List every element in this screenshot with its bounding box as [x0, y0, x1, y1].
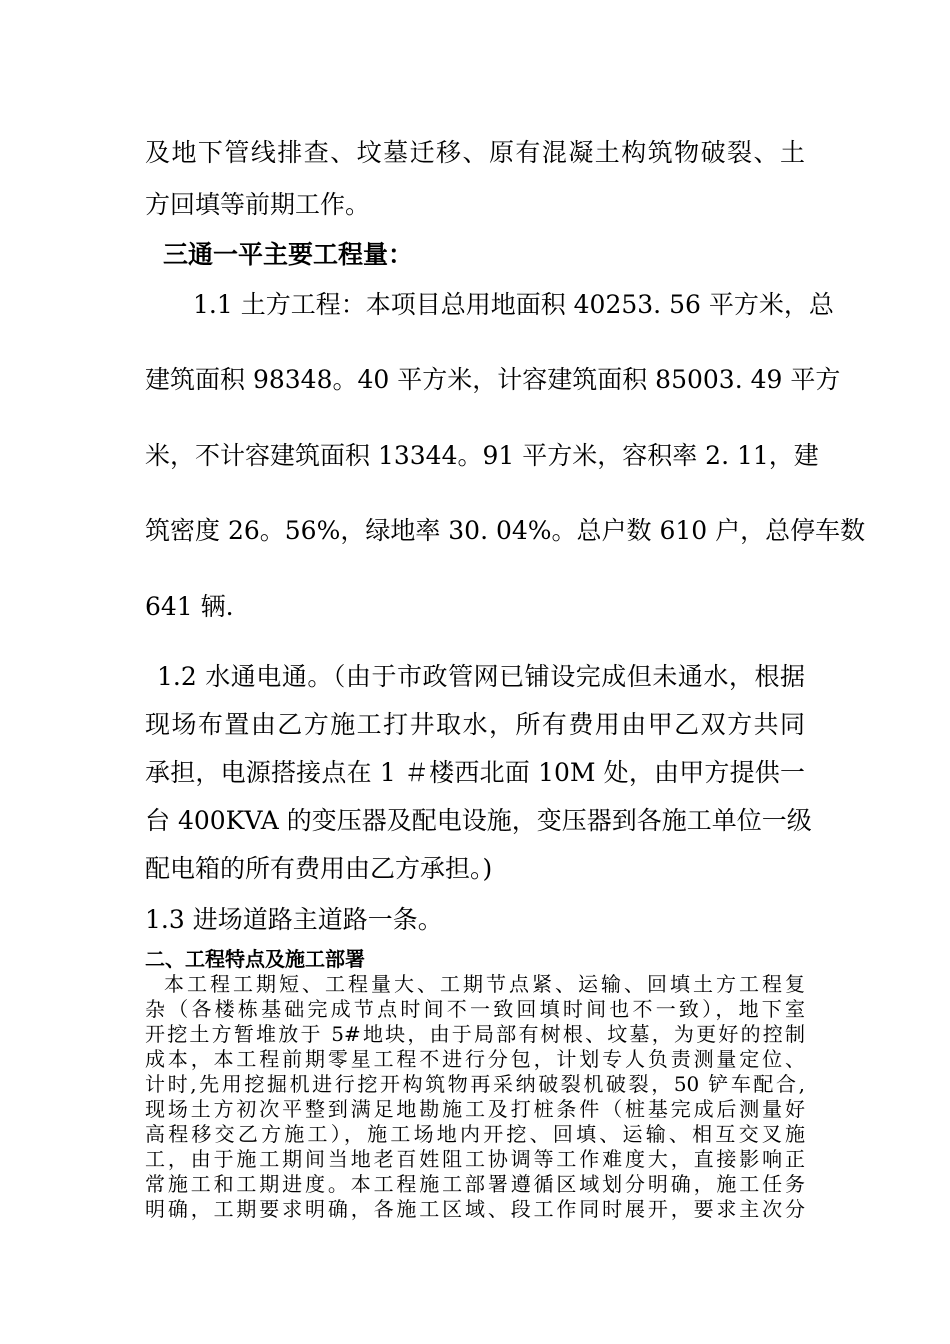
section-2-line-6: 现场土方初次平整到满足地勘施工及打桩条件（桩基完成后测量好 — [145, 1097, 805, 1121]
heading-main: 三通一平主要工程量： — [163, 240, 414, 269]
section-2-line-1: 本工程工期短、工程量大、工期节点紧、运输、回填土方工程复 — [164, 972, 805, 996]
section-1-1-line-2: 建筑面积 98348。40 平方米，计容建筑面积 85003. 49 平方 — [145, 365, 841, 394]
section-2-line-5: 计时,先用挖掘机进行挖开构筑物再采纳破裂机破裂，50 铲车配合, — [145, 1072, 805, 1096]
section-1-2-line-3: 承担，电源搭接点在 1 ＃楼西北面 10M 处，由甲方提供一 — [145, 758, 805, 787]
section-1-3: 1.3 进场道路主道路一条。 — [145, 905, 443, 934]
heading-2: 二、工程特点及施工部署 — [145, 947, 365, 971]
section-1-2-line-2: 现场布置由乙方施工打井取水，所有费用由甲乙双方共同 — [145, 710, 805, 739]
intro-line-2: 方回填等前期工作。 — [145, 190, 371, 219]
section-2-line-4: 成本，本工程前期零星工程不进行分包，计划专人负责测量定位、 — [145, 1047, 805, 1071]
intro-line-1: 及地下管线排查、坟墓迁移、原有混凝土构筑物破裂、土 — [145, 138, 805, 167]
section-2-line-3: 开挖土方暂堆放于 5#地块，由于局部有树根、坟墓，为更好的控制 — [145, 1022, 805, 1046]
section-1-2-line-1: 1.2 水通电通。（由于市政管网已铺设完成但未通水，根据 — [157, 662, 805, 691]
section-1-1-line-4: 筑密度 26。56%，绿地率 30. 04%。总户数 610 户，总停车数 — [145, 516, 866, 545]
section-2-line-10: 明确，工期要求明确，各施工区域、段工作同时展开，要求主次分 — [145, 1197, 805, 1221]
section-1-2-line-4: 台 400KVA 的变压器及配电设施，变压器到各施工单位一级 — [145, 806, 812, 835]
section-1-2-line-5: 配电箱的所有费用由乙方承担。) — [145, 854, 493, 883]
section-1-1-line-1: 1.1 土方工程：本项目总用地面积 40253. 56 平方米，总 — [193, 290, 834, 319]
section-2-line-8: 工，由于施工期间当地老百姓阻工协调等工作难度大，直接影响正 — [145, 1147, 805, 1171]
section-1-1-line-3: 米，不计容建筑面积 13344。91 平方米，容积率 2. 11，建 — [145, 441, 819, 470]
section-2-line-2: 杂（各楼栋基础完成节点时间不一致回填时间也不一致），地下室 — [145, 997, 805, 1021]
section-2-line-9: 常施工和工期进度。本工程施工部署遵循区域划分明确，施工任务 — [145, 1172, 805, 1196]
section-2-line-7: 高程移交乙方施工），施工场地内开挖、回填、运输、相互交叉施 — [145, 1122, 805, 1146]
section-1-1-line-5: 641 辆. — [145, 592, 234, 621]
